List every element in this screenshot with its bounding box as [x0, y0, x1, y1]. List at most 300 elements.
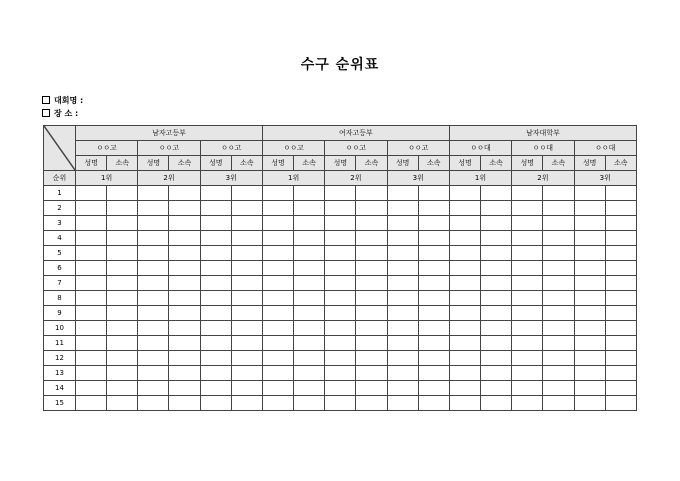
entry-cell[interactable] — [107, 351, 138, 366]
entry-cell[interactable] — [418, 261, 449, 276]
entry-cell[interactable] — [449, 261, 480, 276]
row-number: 11 — [44, 336, 76, 351]
entry-cell[interactable] — [543, 336, 574, 351]
entry-cell[interactable] — [512, 351, 543, 366]
entry-cell[interactable] — [325, 261, 356, 276]
entry-cell[interactable] — [387, 246, 418, 261]
entry-cell[interactable] — [481, 306, 512, 321]
entry-cell[interactable] — [138, 276, 169, 291]
entry-cell[interactable] — [449, 201, 480, 216]
entry-cell[interactable] — [169, 246, 200, 261]
entry-cell[interactable] — [605, 381, 636, 396]
entry-cell[interactable] — [325, 366, 356, 381]
entry-cell[interactable] — [449, 246, 480, 261]
entry-cell[interactable] — [294, 381, 325, 396]
team-header: ㅇㅇ고 — [387, 141, 449, 156]
entry-cell[interactable] — [76, 336, 107, 351]
entry-cell[interactable] — [231, 186, 262, 201]
entry-cell[interactable] — [418, 381, 449, 396]
entry-cell[interactable] — [512, 396, 543, 411]
entry-cell[interactable] — [356, 351, 387, 366]
place-header: 1위 — [449, 171, 511, 186]
entry-cell[interactable] — [138, 321, 169, 336]
table-row — [44, 336, 637, 351]
entry-cell[interactable] — [169, 201, 200, 216]
entry-cell[interactable] — [262, 366, 293, 381]
entry-cell[interactable] — [481, 291, 512, 306]
entry-cell[interactable] — [262, 201, 293, 216]
entry-cell[interactable] — [387, 306, 418, 321]
name-column-header: 성명 — [138, 156, 169, 171]
entry-cell[interactable] — [387, 336, 418, 351]
entry-cell[interactable] — [574, 216, 605, 231]
entry-cell[interactable] — [294, 291, 325, 306]
entry-cell[interactable] — [605, 366, 636, 381]
entry-cell[interactable] — [481, 261, 512, 276]
entry-cell[interactable] — [138, 351, 169, 366]
entry-cell[interactable] — [262, 216, 293, 231]
entry-cell[interactable] — [418, 291, 449, 306]
entry-cell[interactable] — [138, 201, 169, 216]
row-number: 2 — [44, 201, 76, 216]
entry-cell[interactable] — [543, 231, 574, 246]
entry-cell[interactable] — [418, 396, 449, 411]
entry-cell[interactable] — [418, 246, 449, 261]
entry-cell[interactable] — [169, 306, 200, 321]
entry-cell[interactable] — [356, 261, 387, 276]
entry-cell[interactable] — [325, 291, 356, 306]
entry-cell[interactable] — [418, 186, 449, 201]
entry-cell[interactable] — [231, 336, 262, 351]
entry-cell[interactable] — [200, 231, 231, 246]
entry-cell[interactable] — [200, 201, 231, 216]
entry-cell[interactable] — [512, 321, 543, 336]
entry-cell[interactable] — [574, 201, 605, 216]
entry-cell[interactable] — [512, 276, 543, 291]
entry-cell[interactable] — [418, 351, 449, 366]
entry-cell[interactable] — [294, 396, 325, 411]
entry-cell[interactable] — [107, 276, 138, 291]
entry-cell[interactable] — [107, 246, 138, 261]
entry-cell[interactable] — [76, 276, 107, 291]
entry-cell[interactable] — [294, 261, 325, 276]
entry-cell[interactable] — [138, 396, 169, 411]
entry-cell[interactable] — [169, 366, 200, 381]
entry-cell[interactable] — [294, 186, 325, 201]
entry-cell[interactable] — [543, 246, 574, 261]
entry-cell[interactable] — [574, 381, 605, 396]
entry-cell[interactable] — [387, 351, 418, 366]
entry-cell[interactable] — [449, 396, 480, 411]
entry-cell[interactable] — [76, 396, 107, 411]
entry-cell[interactable] — [574, 366, 605, 381]
entry-cell[interactable] — [325, 321, 356, 336]
entry-cell[interactable] — [356, 336, 387, 351]
entry-cell[interactable] — [387, 321, 418, 336]
entry-cell[interactable] — [356, 396, 387, 411]
entry-cell[interactable] — [605, 291, 636, 306]
entry-cell[interactable] — [325, 381, 356, 396]
entry-cell[interactable] — [76, 321, 107, 336]
table-row — [44, 276, 637, 291]
row-number: 3 — [44, 216, 76, 231]
entry-cell[interactable] — [605, 306, 636, 321]
entry-cell[interactable] — [262, 261, 293, 276]
entry-cell[interactable] — [543, 381, 574, 396]
rank-header: 순위 — [44, 171, 76, 186]
team-header: ㅇㅇ고 — [138, 141, 200, 156]
entry-cell[interactable] — [294, 231, 325, 246]
row-number: 10 — [44, 321, 76, 336]
entry-cell[interactable] — [449, 381, 480, 396]
entry-cell[interactable] — [543, 366, 574, 381]
entry-cell[interactable] — [418, 336, 449, 351]
entry-cell[interactable] — [169, 291, 200, 306]
entry-cell[interactable] — [512, 366, 543, 381]
entry-cell[interactable] — [605, 396, 636, 411]
entry-cell[interactable] — [481, 216, 512, 231]
entry-cell[interactable] — [76, 306, 107, 321]
entry-cell[interactable] — [138, 261, 169, 276]
entry-cell[interactable] — [356, 366, 387, 381]
entry-cell[interactable] — [387, 291, 418, 306]
entry-cell[interactable] — [107, 396, 138, 411]
entry-cell[interactable] — [107, 336, 138, 351]
entry-cell[interactable] — [512, 381, 543, 396]
entry-cell[interactable] — [325, 231, 356, 246]
entry-cell[interactable] — [200, 216, 231, 231]
entry-cell[interactable] — [107, 216, 138, 231]
entry-cell[interactable] — [325, 351, 356, 366]
entry-cell[interactable] — [481, 396, 512, 411]
row-number: 6 — [44, 261, 76, 276]
entry-cell[interactable] — [449, 276, 480, 291]
entry-cell[interactable] — [481, 186, 512, 201]
entry-cell[interactable] — [325, 201, 356, 216]
entry-cell[interactable] — [262, 306, 293, 321]
entry-cell[interactable] — [76, 291, 107, 306]
table-row — [44, 261, 637, 276]
entry-cell[interactable] — [231, 231, 262, 246]
entry-cell[interactable] — [481, 246, 512, 261]
entry-cell[interactable] — [107, 231, 138, 246]
row-number: 7 — [44, 276, 76, 291]
entry-cell[interactable] — [107, 306, 138, 321]
entry-cell[interactable] — [418, 366, 449, 381]
entry-cell[interactable] — [200, 306, 231, 321]
entry-cell[interactable] — [262, 336, 293, 351]
entry-cell[interactable] — [574, 186, 605, 201]
entry-cell[interactable] — [262, 351, 293, 366]
entry-cell[interactable] — [200, 261, 231, 276]
table-row — [44, 231, 637, 246]
entry-cell[interactable] — [605, 231, 636, 246]
entry-cell[interactable] — [107, 201, 138, 216]
entry-cell[interactable] — [231, 396, 262, 411]
entry-cell[interactable] — [262, 396, 293, 411]
entry-cell[interactable] — [107, 186, 138, 201]
entry-cell[interactable] — [325, 276, 356, 291]
entry-cell[interactable] — [76, 186, 107, 201]
entry-cell[interactable] — [574, 321, 605, 336]
entry-cell[interactable] — [356, 306, 387, 321]
entry-cell[interactable] — [418, 306, 449, 321]
entry-cell[interactable] — [169, 321, 200, 336]
entry-cell[interactable] — [481, 201, 512, 216]
row-number: 1 — [44, 186, 76, 201]
entry-cell[interactable] — [387, 381, 418, 396]
entry-cell[interactable] — [356, 276, 387, 291]
entry-cell[interactable] — [107, 321, 138, 336]
entry-cell[interactable] — [512, 216, 543, 231]
entry-cell[interactable] — [418, 216, 449, 231]
entry-cell[interactable] — [138, 186, 169, 201]
entry-cell[interactable] — [418, 321, 449, 336]
entry-cell[interactable] — [169, 381, 200, 396]
entry-cell[interactable] — [231, 246, 262, 261]
entry-cell[interactable] — [138, 366, 169, 381]
entry-cell[interactable] — [325, 246, 356, 261]
entry-cell[interactable] — [574, 231, 605, 246]
entry-cell[interactable] — [481, 366, 512, 381]
entry-cell[interactable] — [231, 261, 262, 276]
entry-cell[interactable] — [294, 321, 325, 336]
entry-cell[interactable] — [169, 216, 200, 231]
entry-cell[interactable] — [574, 276, 605, 291]
entry-cell[interactable] — [76, 261, 107, 276]
entry-cell[interactable] — [543, 291, 574, 306]
row-number: 9 — [44, 306, 76, 321]
entry-cell[interactable] — [418, 276, 449, 291]
entry-cell[interactable] — [169, 276, 200, 291]
division-header: 여자고등부 — [262, 126, 449, 141]
entry-cell[interactable] — [200, 381, 231, 396]
entry-cell[interactable] — [356, 186, 387, 201]
table-row — [44, 351, 637, 366]
entry-cell[interactable] — [387, 186, 418, 201]
entry-cell[interactable] — [200, 246, 231, 261]
entry-cell[interactable] — [200, 351, 231, 366]
entry-cell[interactable] — [262, 231, 293, 246]
entry-cell[interactable] — [543, 306, 574, 321]
entry-cell[interactable] — [294, 276, 325, 291]
entry-cell[interactable] — [449, 186, 480, 201]
team-header: ㅇㅇ고 — [76, 141, 138, 156]
entry-cell[interactable] — [262, 321, 293, 336]
entry-cell[interactable] — [512, 246, 543, 261]
entry-cell[interactable] — [138, 216, 169, 231]
name-column-header: 성명 — [449, 156, 480, 171]
entry-cell[interactable] — [449, 231, 480, 246]
entry-cell[interactable] — [169, 261, 200, 276]
entry-cell[interactable] — [294, 336, 325, 351]
entry-cell[interactable] — [138, 306, 169, 321]
entry-cell[interactable] — [325, 216, 356, 231]
entry-cell[interactable] — [325, 186, 356, 201]
entry-cell[interactable] — [294, 201, 325, 216]
entry-cell[interactable] — [481, 231, 512, 246]
entry-cell[interactable] — [449, 321, 480, 336]
entry-cell[interactable] — [387, 231, 418, 246]
entry-cell[interactable] — [138, 246, 169, 261]
entry-cell[interactable] — [76, 366, 107, 381]
entry-cell[interactable] — [169, 231, 200, 246]
entry-cell[interactable] — [231, 351, 262, 366]
entry-cell[interactable] — [543, 186, 574, 201]
entry-cell[interactable] — [387, 261, 418, 276]
entry-cell[interactable] — [231, 321, 262, 336]
entry-cell[interactable] — [543, 351, 574, 366]
entry-cell[interactable] — [387, 216, 418, 231]
entry-cell[interactable] — [262, 186, 293, 201]
entry-cell[interactable] — [449, 291, 480, 306]
entry-cell[interactable] — [138, 231, 169, 246]
entry-cell[interactable] — [138, 291, 169, 306]
entry-cell[interactable] — [512, 261, 543, 276]
entry-cell[interactable] — [481, 276, 512, 291]
entry-cell[interactable] — [231, 201, 262, 216]
entry-cell[interactable] — [76, 246, 107, 261]
entry-cell[interactable] — [543, 216, 574, 231]
affiliation-column-header: 소속 — [107, 156, 138, 171]
entry-cell[interactable] — [449, 216, 480, 231]
entry-cell[interactable] — [200, 336, 231, 351]
entry-cell[interactable] — [543, 261, 574, 276]
entry-cell[interactable] — [356, 321, 387, 336]
entry-cell[interactable] — [76, 351, 107, 366]
entry-cell[interactable] — [512, 291, 543, 306]
entry-cell[interactable] — [262, 291, 293, 306]
entry-cell[interactable] — [138, 336, 169, 351]
entry-cell[interactable] — [294, 351, 325, 366]
entry-cell[interactable] — [231, 291, 262, 306]
entry-cell[interactable] — [449, 366, 480, 381]
entry-cell[interactable] — [574, 396, 605, 411]
entry-cell[interactable] — [76, 381, 107, 396]
entry-cell[interactable] — [356, 291, 387, 306]
affiliation-column-header: 소속 — [169, 156, 200, 171]
table-row — [44, 366, 637, 381]
entry-cell[interactable] — [200, 321, 231, 336]
row-number: 14 — [44, 381, 76, 396]
entry-cell[interactable] — [200, 291, 231, 306]
entry-cell[interactable] — [169, 336, 200, 351]
competition-info — [42, 95, 83, 106]
name-column-header: 성명 — [325, 156, 356, 171]
entry-cell[interactable] — [387, 276, 418, 291]
entry-cell[interactable] — [325, 396, 356, 411]
entry-cell[interactable] — [512, 201, 543, 216]
entry-cell[interactable] — [605, 186, 636, 201]
entry-cell[interactable] — [107, 366, 138, 381]
entry-cell[interactable] — [231, 306, 262, 321]
entry-cell[interactable] — [169, 351, 200, 366]
entry-cell[interactable] — [574, 336, 605, 351]
entry-cell[interactable] — [231, 381, 262, 396]
entry-cell[interactable] — [76, 231, 107, 246]
entry-cell[interactable] — [605, 216, 636, 231]
entry-cell[interactable] — [200, 396, 231, 411]
entry-cell[interactable] — [262, 276, 293, 291]
entry-cell[interactable] — [605, 351, 636, 366]
entry-cell[interactable] — [512, 186, 543, 201]
entry-cell[interactable] — [76, 201, 107, 216]
entry-cell[interactable] — [481, 336, 512, 351]
entry-cell[interactable] — [387, 366, 418, 381]
entry-cell[interactable] — [387, 396, 418, 411]
entry-cell[interactable] — [107, 261, 138, 276]
entry-cell[interactable] — [200, 366, 231, 381]
entry-cell[interactable] — [107, 381, 138, 396]
entry-cell[interactable] — [512, 231, 543, 246]
entry-cell[interactable] — [418, 201, 449, 216]
entry-cell[interactable] — [356, 381, 387, 396]
corner-cell — [44, 126, 76, 171]
entry-cell[interactable] — [512, 306, 543, 321]
entry-cell[interactable] — [169, 396, 200, 411]
entry-cell[interactable] — [543, 276, 574, 291]
entry-cell[interactable] — [294, 306, 325, 321]
entry-cell[interactable] — [356, 231, 387, 246]
entry-cell[interactable] — [574, 261, 605, 276]
entry-cell[interactable] — [605, 201, 636, 216]
entry-cell[interactable] — [605, 261, 636, 276]
entry-cell[interactable] — [294, 216, 325, 231]
entry-cell[interactable] — [449, 306, 480, 321]
entry-cell[interactable] — [325, 306, 356, 321]
entry-cell[interactable] — [543, 396, 574, 411]
entry-cell[interactable] — [481, 321, 512, 336]
entry-cell[interactable] — [107, 291, 138, 306]
entry-cell[interactable] — [231, 216, 262, 231]
entry-cell[interactable] — [574, 246, 605, 261]
entry-cell[interactable] — [169, 186, 200, 201]
entry-cell[interactable] — [387, 201, 418, 216]
entry-cell[interactable] — [481, 351, 512, 366]
entry-cell[interactable] — [543, 321, 574, 336]
entry-cell[interactable] — [543, 201, 574, 216]
entry-cell[interactable] — [356, 216, 387, 231]
entry-cell[interactable] — [76, 216, 107, 231]
entry-cell[interactable] — [325, 336, 356, 351]
entry-cell[interactable] — [605, 336, 636, 351]
entry-cell[interactable] — [605, 276, 636, 291]
entry-cell[interactable] — [449, 351, 480, 366]
entry-cell[interactable] — [605, 246, 636, 261]
entry-cell[interactable] — [231, 276, 262, 291]
entry-cell[interactable] — [512, 336, 543, 351]
entry-cell[interactable] — [200, 186, 231, 201]
entry-cell[interactable] — [481, 381, 512, 396]
entry-cell[interactable] — [574, 351, 605, 366]
entry-cell[interactable] — [574, 306, 605, 321]
entry-cell[interactable] — [449, 336, 480, 351]
entry-cell[interactable] — [138, 381, 169, 396]
entry-cell[interactable] — [418, 231, 449, 246]
entry-cell[interactable] — [605, 321, 636, 336]
entry-cell[interactable] — [294, 366, 325, 381]
entry-cell[interactable] — [231, 366, 262, 381]
entry-cell[interactable] — [262, 381, 293, 396]
entry-cell[interactable] — [200, 276, 231, 291]
entry-cell[interactable] — [294, 246, 325, 261]
table-row — [44, 396, 637, 411]
entry-cell[interactable] — [574, 291, 605, 306]
venue-info — [42, 108, 78, 119]
entry-cell[interactable] — [356, 246, 387, 261]
entry-cell[interactable] — [262, 246, 293, 261]
entry-cell[interactable] — [356, 201, 387, 216]
